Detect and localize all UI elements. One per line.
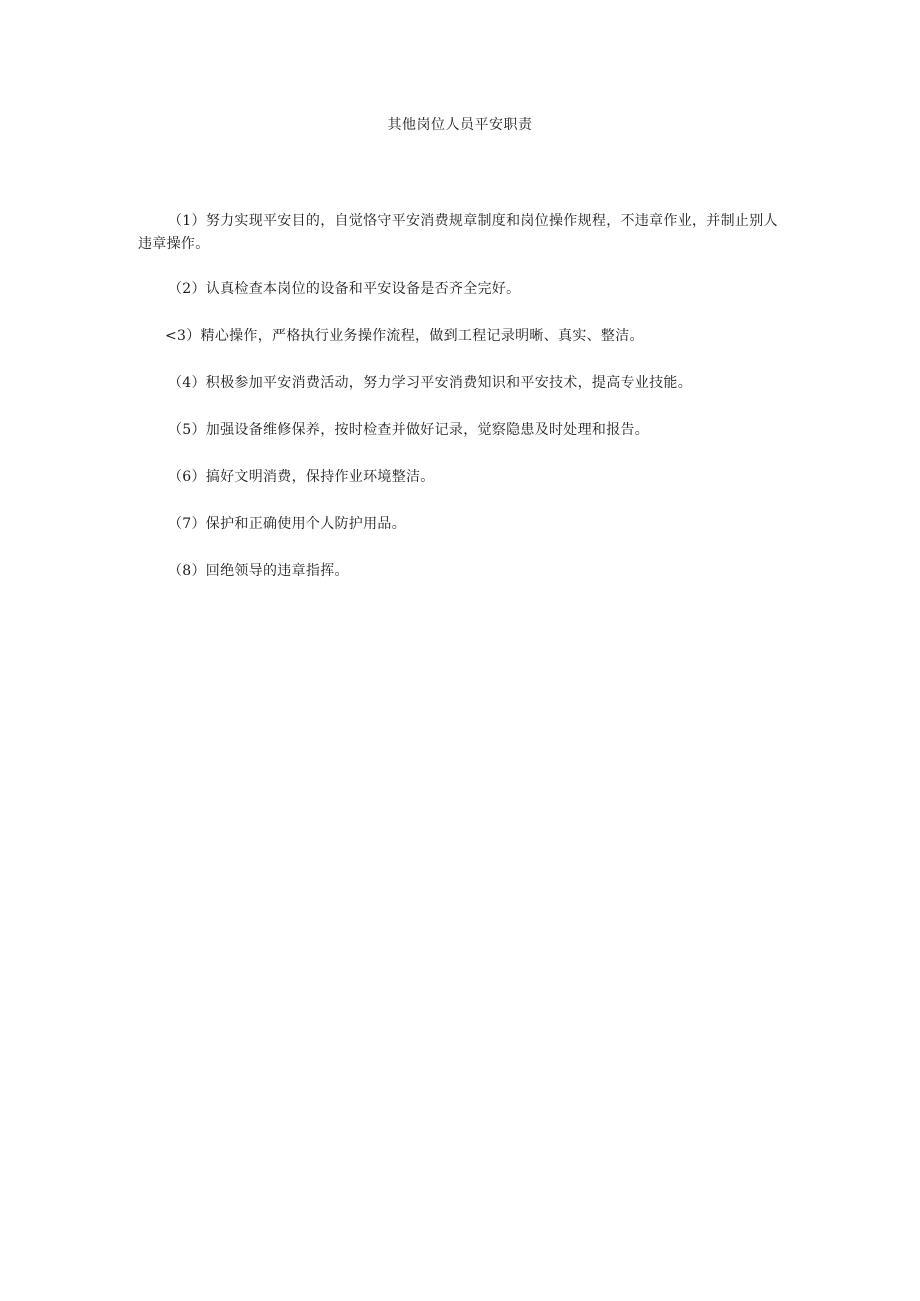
duty-item-6: （6）搞好文明消费，保持作业环境整洁。 <box>168 469 435 485</box>
document-title: 其他岗位人员平安职责 <box>387 117 533 133</box>
duty-item-8: （8）回绝领导的违章指挥。 <box>168 563 349 579</box>
document-body <box>138 210 783 607</box>
duty-item-4: （4）积极参加平安消费活动，努力学习平安消费知识和平安技术，提高专业技能。 <box>168 375 693 391</box>
duty-item-2: （2）认真检查本岗位的设备和平安设备是否齐全完好。 <box>168 281 521 297</box>
duty-item-1: （1）努力实现平安目的，自觉恪守平安消费规章制度和岗位操作规程，不违章作业，并制止别人违章操作。 <box>138 213 778 252</box>
duty-item-5: （5）加强设备维修保养，按时检查并做好记录，觉察隐患及时处理和报告。 <box>168 422 650 438</box>
duty-item-3: <3）精心操作，严格执行业务操作流程，做到工程记录明晰、真实、整洁。 <box>165 328 644 344</box>
duty-item-7: （7）保护和正确使用个人防护用品。 <box>168 516 407 532</box>
